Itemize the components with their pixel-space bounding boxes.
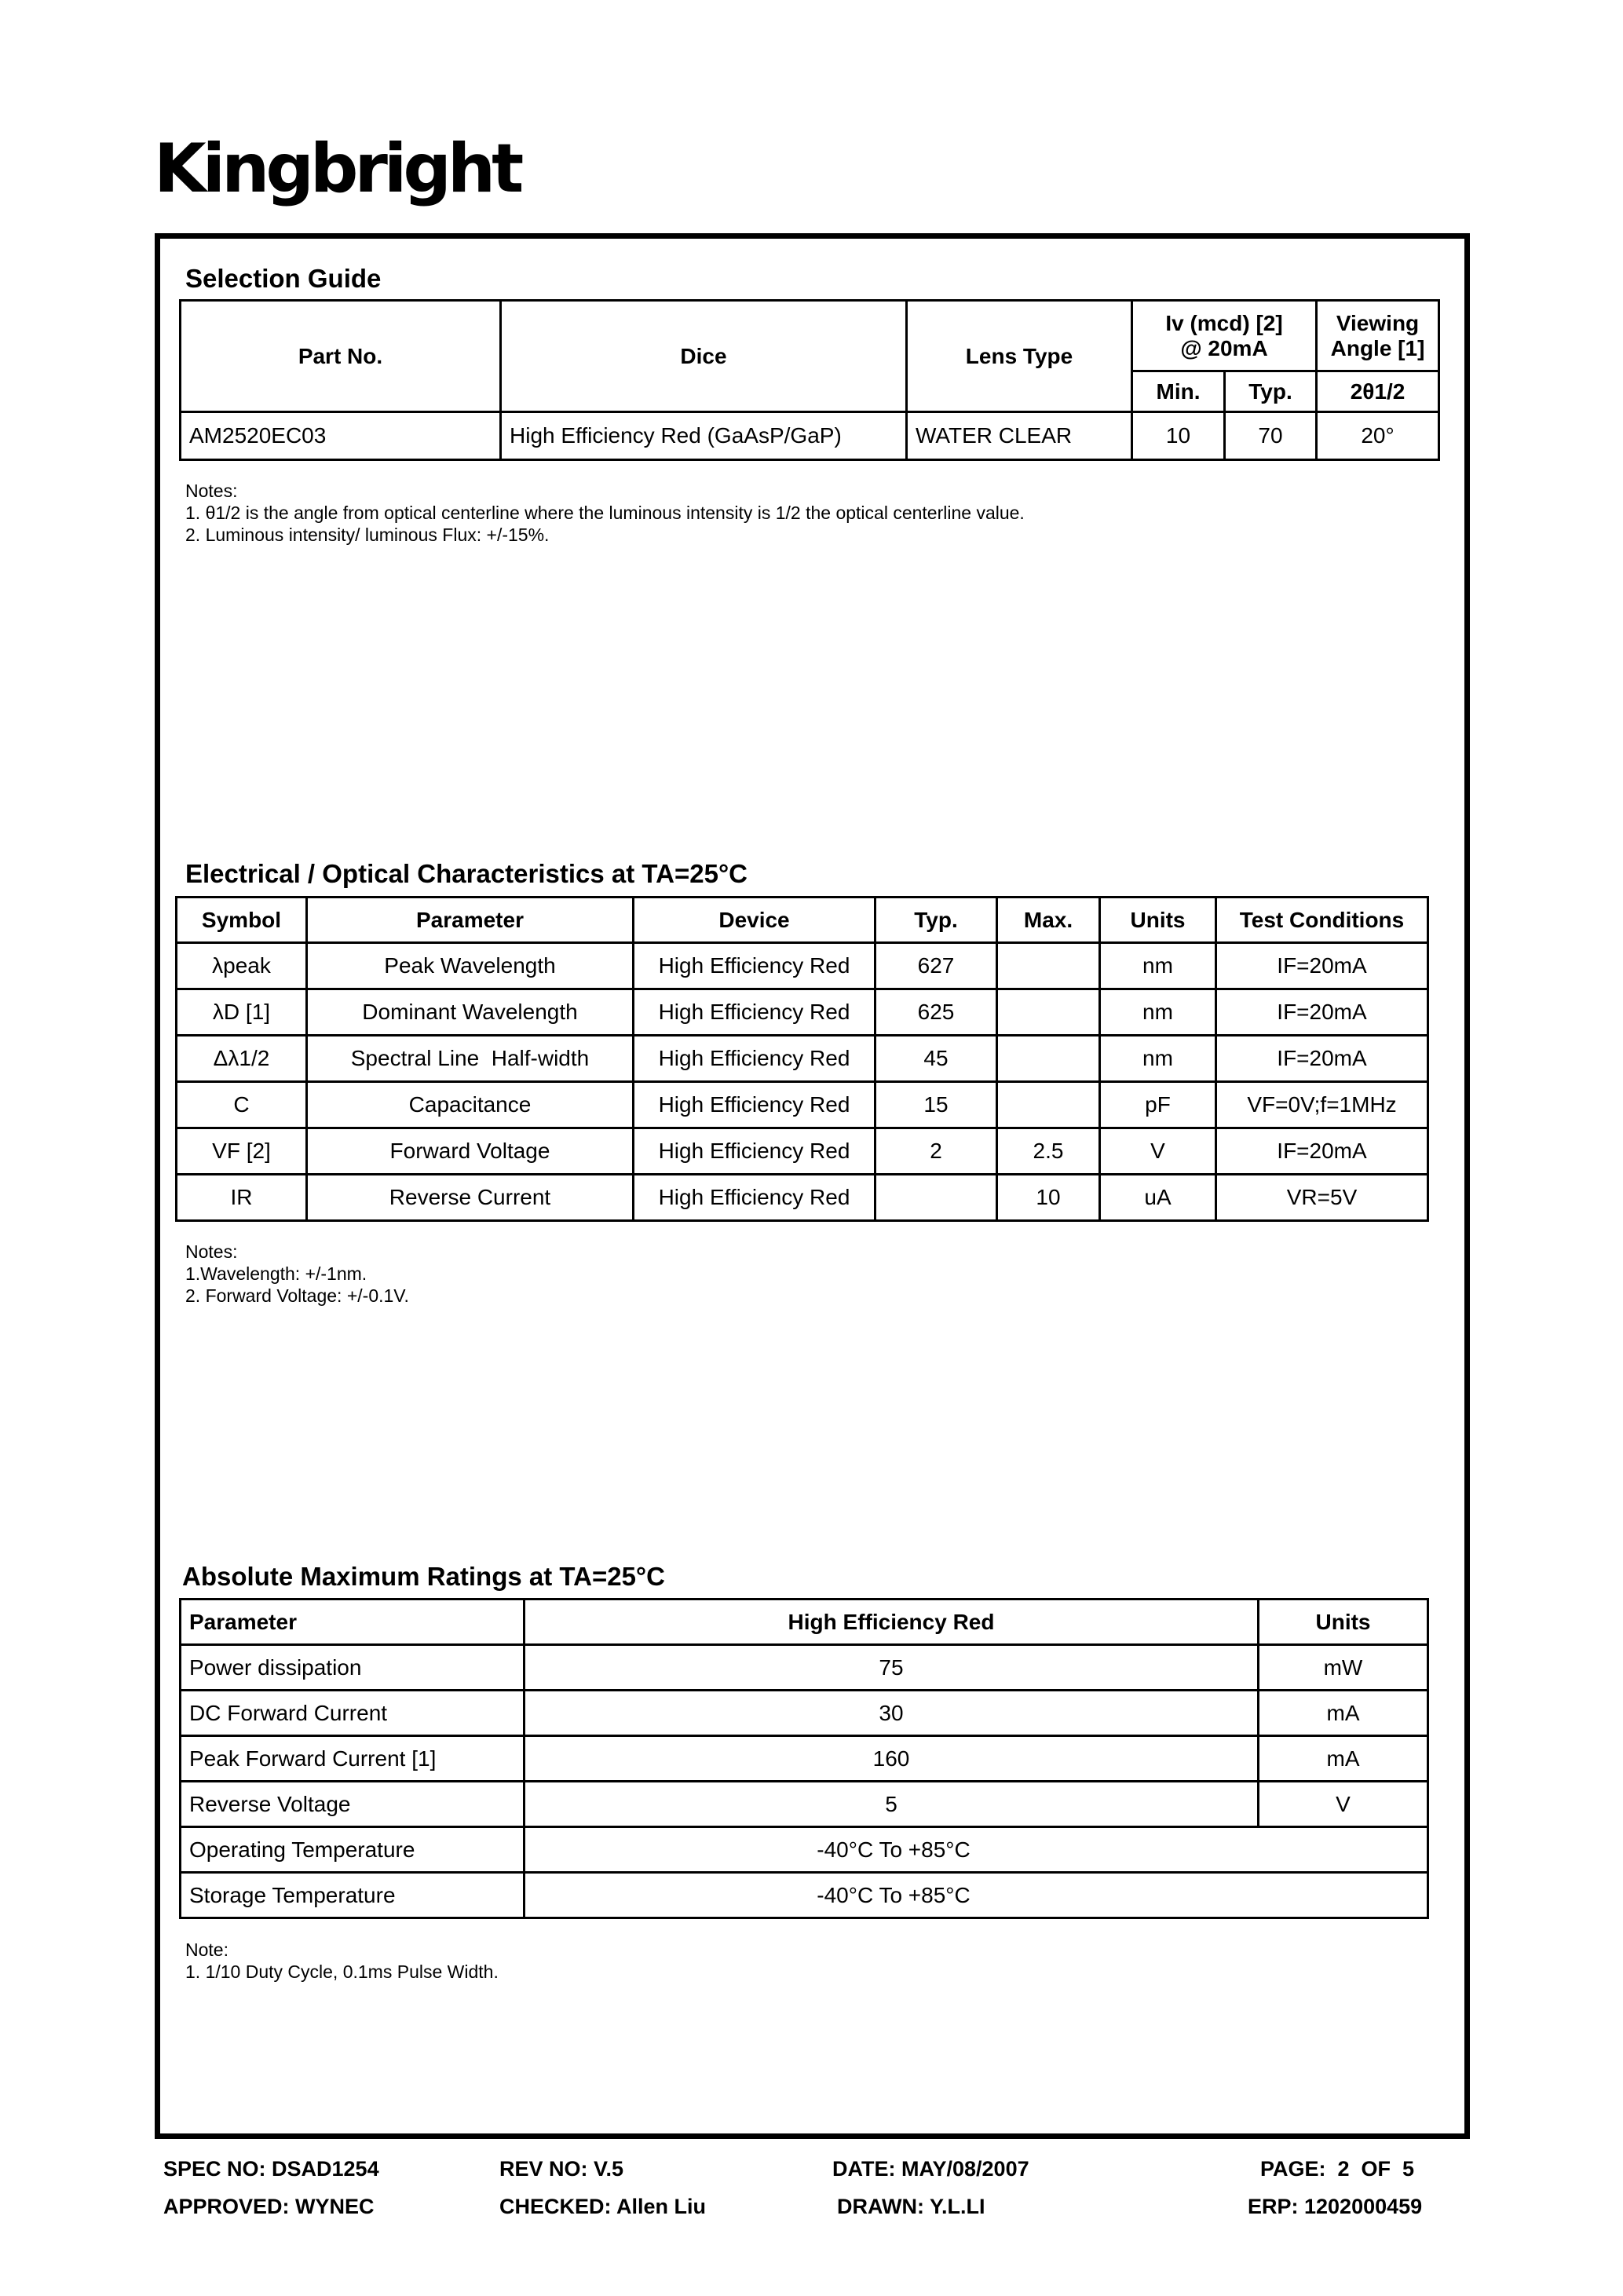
cell-symbol: VF [2] — [177, 1128, 307, 1175]
cell-symbol: C — [177, 1082, 307, 1128]
cell-typ: 625 — [875, 989, 997, 1036]
header-theta: 2θ1/2 — [1317, 371, 1439, 412]
footer-approved: APPROVED: WYNEC — [163, 2195, 375, 2218]
absolute-ratings-table — [179, 1598, 1429, 1919]
electrical-title: Electrical / Optical Characteristics at TA=25°C — [185, 859, 748, 888]
footer-erp: ERP: 1202000459 — [1248, 2195, 1423, 2218]
header-typ: Typ. — [1225, 371, 1317, 412]
cell-value: 75 — [525, 1645, 1259, 1691]
note-line: Note: — [185, 1940, 228, 1960]
cell-min: 10 — [1132, 412, 1225, 460]
table-row — [177, 943, 1428, 989]
header-viewing-angle-line2: Angle [1] — [1330, 335, 1425, 360]
table-row — [181, 1827, 1428, 1873]
note-line: 1. θ1/2 is the angle from optical centerline where the luminous intensity is 1/2 the optical centerline value. — [185, 503, 1025, 523]
cell-value: 160 — [525, 1736, 1259, 1782]
cell-typ: 70 — [1225, 412, 1317, 460]
cell-max — [997, 1036, 1100, 1082]
table-row — [181, 1645, 1428, 1691]
header-units: Units — [1100, 898, 1216, 943]
cell-parameter: Peak Forward Current [1] — [181, 1736, 525, 1782]
header-symbol: Symbol — [177, 898, 307, 943]
cell-max — [997, 943, 1100, 989]
cell-units: nm — [1100, 1036, 1216, 1082]
cell-symbol: IR — [177, 1175, 307, 1221]
table-row — [181, 1782, 1428, 1827]
cell-units: mA — [1259, 1691, 1428, 1736]
selection-guide-table — [179, 299, 1440, 461]
header-max: Max. — [997, 898, 1100, 943]
cell-units: mA — [1259, 1736, 1428, 1782]
header-dice: Dice — [501, 301, 907, 412]
cell-parameter: Dominant Wavelength — [307, 989, 634, 1036]
header-lens-type: Lens Type — [907, 301, 1132, 412]
footer-checked: CHECKED: Allen Liu — [499, 2195, 706, 2218]
cell-value: 5 — [525, 1782, 1259, 1827]
cell-units: pF — [1100, 1082, 1216, 1128]
cell-parameter: Operating Temperature — [181, 1827, 525, 1873]
table-row — [177, 1175, 1428, 1221]
cell-test-conditions: IF=20mA — [1216, 943, 1428, 989]
header-viewing-angle — [1317, 301, 1439, 371]
header-min: Min. — [1132, 371, 1225, 412]
cell-device: High Efficiency Red — [634, 989, 875, 1036]
cell-units: V — [1259, 1782, 1428, 1827]
cell-units: nm — [1100, 943, 1216, 989]
cell-parameter: Storage Temperature — [181, 1873, 525, 1918]
cell-parameter: Peak Wavelength — [307, 943, 634, 989]
cell-units: mW — [1259, 1645, 1428, 1691]
cell-max: 2.5 — [997, 1128, 1100, 1175]
footer-page: PAGE: 2 OF 5 — [1260, 2157, 1415, 2181]
cell-test-conditions: IF=20mA — [1216, 1036, 1428, 1082]
absolute-ratings-title: Absolute Maximum Ratings at TA=25°C — [182, 1562, 665, 1591]
footer-drawn: DRAWN: Y.L.LI — [837, 2195, 985, 2218]
cell-parameter: Reverse Voltage — [181, 1782, 525, 1827]
cell-device: High Efficiency Red — [634, 943, 875, 989]
table-row — [177, 1128, 1428, 1175]
cell-typ — [875, 1175, 997, 1221]
cell-typ: 627 — [875, 943, 997, 989]
cell-value: -40°C To +85°C — [525, 1827, 1428, 1873]
cell-lens: WATER CLEAR — [907, 412, 1132, 460]
header-parameter: Parameter — [307, 898, 634, 943]
cell-max — [997, 1082, 1100, 1128]
table-row — [177, 1036, 1428, 1082]
header-typ: Typ. — [875, 898, 997, 943]
selection-notes — [185, 480, 1025, 546]
cell-parameter: Forward Voltage — [307, 1128, 634, 1175]
cell-parameter: DC Forward Current — [181, 1691, 525, 1736]
header-test-conditions: Test Conditions — [1216, 898, 1428, 943]
table-row — [181, 1873, 1428, 1918]
header-high-efficiency-red: High Efficiency Red — [525, 1600, 1259, 1645]
cell-part-no: AM2520EC03 — [181, 412, 501, 460]
table-row — [177, 1082, 1428, 1128]
cell-device: High Efficiency Red — [634, 1082, 875, 1128]
cell-device: High Efficiency Red — [634, 1128, 875, 1175]
cell-units: V — [1100, 1128, 1216, 1175]
cell-typ: 45 — [875, 1036, 997, 1082]
cell-units: nm — [1100, 989, 1216, 1036]
cell-device: High Efficiency Red — [634, 1036, 875, 1082]
header-device: Device — [634, 898, 875, 943]
cell-value: -40°C To +85°C — [525, 1873, 1428, 1918]
cell-test-conditions: IF=20mA — [1216, 989, 1428, 1036]
header-iv — [1132, 301, 1317, 371]
selection-guide-title: Selection Guide — [185, 264, 382, 293]
cell-device: High Efficiency Red — [634, 1175, 875, 1221]
absolute-notes — [185, 1939, 499, 1983]
cell-test-conditions: IF=20mA — [1216, 1128, 1428, 1175]
cell-typ: 2 — [875, 1128, 997, 1175]
cell-units: uA — [1100, 1175, 1216, 1221]
note-line: Notes: — [185, 481, 238, 501]
footer-spec-no: SPEC NO: DSAD1254 — [163, 2157, 379, 2181]
footer-date: DATE: MAY/08/2007 — [832, 2157, 1029, 2181]
cell-parameter: Power dissipation — [181, 1645, 525, 1691]
note-line: 1.Wavelength: +/-1nm. — [185, 1263, 367, 1284]
electrical-notes — [185, 1241, 409, 1307]
cell-dice: High Efficiency Red (GaAsP/GaP) — [501, 412, 907, 460]
table-row — [181, 1736, 1428, 1782]
cell-angle: 20° — [1317, 412, 1439, 460]
cell-max — [997, 989, 1100, 1036]
cell-parameter: Spectral Line Half-width — [307, 1036, 634, 1082]
kingbright-logo: Kingbright — [154, 130, 521, 208]
header-iv-line2: @ 20mA — [1180, 335, 1268, 360]
table-row — [177, 989, 1428, 1036]
note-line: 2. Forward Voltage: +/-0.1V. — [185, 1285, 409, 1306]
note-line: 1. 1/10 Duty Cycle, 0.1ms Pulse Width. — [185, 1961, 499, 1982]
note-line: 2. Luminous intensity/ luminous Flux: +/-15%. — [185, 525, 550, 545]
cell-parameter: Capacitance — [307, 1082, 634, 1128]
header-viewing-angle-line1: Viewing — [1336, 310, 1420, 335]
table-row — [181, 1691, 1428, 1736]
cell-test-conditions: VF=0V;f=1MHz — [1216, 1082, 1428, 1128]
electrical-table — [175, 896, 1429, 1222]
cell-parameter: Reverse Current — [307, 1175, 634, 1221]
cell-symbol: Δλ1/2 — [177, 1036, 307, 1082]
header-iv-line1: Iv (mcd) [2] — [1165, 310, 1283, 335]
footer-rev-no: REV NO: V.5 — [499, 2157, 624, 2181]
cell-max: 10 — [997, 1175, 1100, 1221]
header-units: Units — [1259, 1600, 1428, 1645]
cell-value: 30 — [525, 1691, 1259, 1736]
note-line: Notes: — [185, 1241, 238, 1262]
cell-symbol: λD [1] — [177, 989, 307, 1036]
cell-symbol: λpeak — [177, 943, 307, 989]
cell-typ: 15 — [875, 1082, 997, 1128]
header-parameter: Parameter — [181, 1600, 525, 1645]
cell-test-conditions: VR=5V — [1216, 1175, 1428, 1221]
header-part-no: Part No. — [181, 301, 501, 412]
